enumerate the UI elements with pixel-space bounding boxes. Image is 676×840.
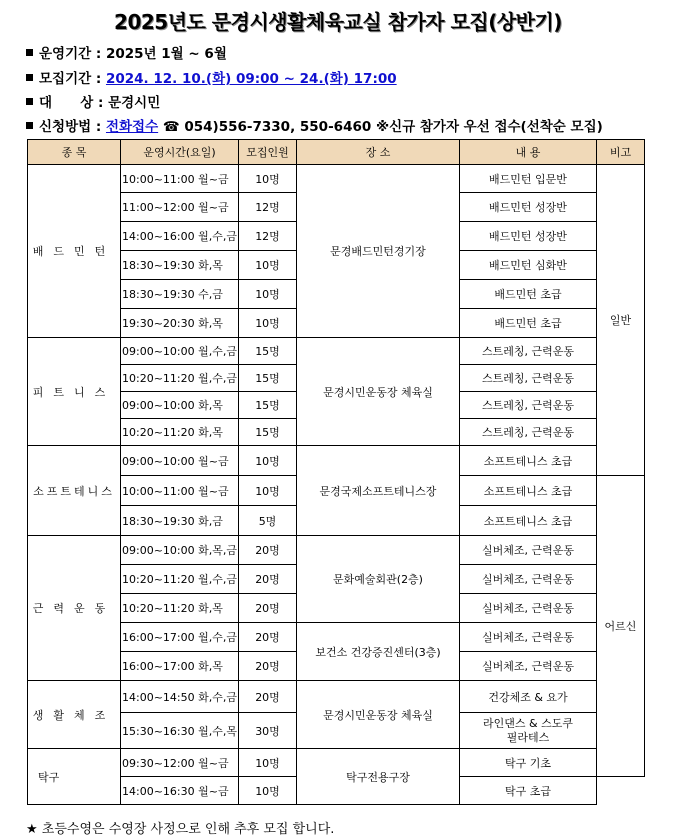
count-cell: 15명: [239, 392, 297, 419]
content-cell: 배드민턴 심화반: [460, 251, 597, 280]
period-value: 2025년 1월 ~ 6월: [105, 46, 227, 62]
header-time: 운영시간(요일): [121, 140, 239, 165]
apply-method: 전화접수: [105, 119, 159, 135]
category-cell: 배드민턴: [28, 165, 121, 338]
category-cell: 탁구: [28, 749, 121, 805]
header-category: 종 목: [28, 140, 121, 165]
table-body: [28, 165, 645, 805]
time-cell: 14:00~14:50 화,수,금: [121, 681, 239, 713]
content-cell: 소프트테니스 초급: [460, 506, 597, 536]
count-cell: 10명: [239, 165, 297, 193]
count-cell: 20명: [239, 681, 297, 713]
content-cell: 배드민턴 성장반: [460, 222, 597, 251]
time-cell: 14:00~16:30 월~금: [121, 777, 239, 805]
count-cell: 12명: [239, 193, 297, 222]
bullet-icon: [26, 49, 33, 56]
venue-cell: 문경시민운동장 체육실: [297, 338, 460, 446]
table-header-row: [28, 140, 645, 165]
content-cell: 배드민턴 성장반: [460, 193, 597, 222]
target-label: 대 상 :: [39, 95, 104, 111]
header-count: 모집인원: [239, 140, 297, 165]
time-cell: 14:00~16:00 월,수,금: [121, 222, 239, 251]
apply-label: 신청방법 :: [39, 119, 102, 135]
count-cell: 20명: [239, 623, 297, 652]
time-cell: 10:20~11:20 화,목: [121, 594, 239, 623]
venue-cell: 문경국제소프트테니스장: [297, 446, 460, 536]
period-label: 운영기간 :: [39, 46, 102, 62]
venue-cell: 문경시민운동장 체육실: [297, 681, 460, 749]
table-row: [28, 338, 645, 365]
apply-phone: ☎ 054)556-7330, 550-6460: [162, 119, 372, 135]
count-cell: 15명: [239, 338, 297, 365]
info-period: [26, 42, 227, 62]
content-cell: 실버체조, 근력운동: [460, 623, 597, 652]
content-cell: 실버체조, 근력운동: [460, 536, 597, 565]
time-cell: 16:00~17:00 화,목: [121, 652, 239, 681]
page-title: 2025년도 문경시생활체육교실 참가자 모집(상반기): [114, 10, 562, 34]
time-cell: 19:30~20:30 화,목: [121, 309, 239, 338]
time-cell: 09:00~10:00 화,목: [121, 392, 239, 419]
time-cell: 09:00~10:00 월,수,금: [121, 338, 239, 365]
count-cell: 20명: [239, 594, 297, 623]
bullet-icon: [26, 98, 33, 105]
content-cell: 스트레칭, 근력운동: [460, 338, 597, 365]
header-venue: 장 소: [297, 140, 460, 165]
info-target: [26, 91, 160, 111]
count-cell: 10명: [239, 777, 297, 805]
table-row: [28, 681, 645, 713]
count-cell: 10명: [239, 446, 297, 476]
content-cell: 소프트테니스 초급: [460, 446, 597, 476]
content-cell: 배드민턴 초급: [460, 309, 597, 338]
time-cell: 10:20~11:20 화,목: [121, 419, 239, 446]
time-cell: 16:00~17:00 월,수,금: [121, 623, 239, 652]
table-row: [28, 536, 645, 565]
bullet-icon: [26, 122, 33, 129]
header-remarks: 비고: [597, 140, 645, 165]
count-cell: 20명: [239, 565, 297, 594]
content-cell: 배드민턴 초급: [460, 280, 597, 309]
footer-note: ★ 초등수영은 수영장 사정으로 인해 추후 모집 합니다.: [26, 822, 335, 837]
count-cell: 15명: [239, 365, 297, 392]
venue-cell: 문경배드민턴경기장: [297, 165, 460, 338]
category-cell: 피트니스: [28, 338, 121, 446]
content-cell: 스트레칭, 근력운동: [460, 365, 597, 392]
count-cell: 10명: [239, 280, 297, 309]
count-cell: 10명: [239, 309, 297, 338]
time-cell: 11:00~12:00 월~금: [121, 193, 239, 222]
info-recruit: [26, 67, 397, 87]
bullet-icon: [26, 74, 33, 81]
remarks-cell: 일반: [597, 165, 645, 476]
content-cell: 실버체조, 근력운동: [460, 652, 597, 681]
header-content: 내 용: [460, 140, 597, 165]
time-cell: 10:00~11:00 월~금: [121, 165, 239, 193]
table-row: [28, 446, 645, 476]
venue-cell: 탁구전용구장: [297, 749, 460, 805]
content-cell: 실버체조, 근력운동: [460, 565, 597, 594]
count-cell: 10명: [239, 251, 297, 280]
schedule-table: [27, 139, 645, 805]
content-cell: 실버체조, 근력운동: [460, 594, 597, 623]
content-cell: 배드민턴 입문반: [460, 165, 597, 193]
category-cell: 생활체조: [28, 681, 121, 749]
count-cell: 20명: [239, 536, 297, 565]
table-row: [28, 165, 645, 193]
time-cell: 09:30~12:00 월~금: [121, 749, 239, 777]
content-cell: 탁구 초급: [460, 777, 597, 805]
count-cell: 15명: [239, 419, 297, 446]
target-value: 문경시민: [108, 95, 161, 111]
content-cell: 라인댄스 & 스도쿠 필라테스: [460, 713, 597, 749]
table-row: [28, 749, 645, 777]
info-apply: [26, 115, 603, 135]
remarks-cell: 어르신: [597, 476, 645, 777]
apply-note: ※신규 참가자 우선 접수(선착순 모집): [375, 119, 603, 135]
time-cell: 18:30~19:30 화,목: [121, 251, 239, 280]
count-cell: 30명: [239, 713, 297, 749]
count-cell: 12명: [239, 222, 297, 251]
content-cell: 탁구 기초: [460, 749, 597, 777]
recruit-value: 2024. 12. 10.(화) 09:00 ~ 24.(화) 17:00: [105, 71, 397, 87]
count-cell: 5명: [239, 506, 297, 536]
count-cell: 10명: [239, 749, 297, 777]
category-cell: 소프트테니스: [28, 446, 121, 536]
count-cell: 10명: [239, 476, 297, 506]
content-cell: 스트레칭, 근력운동: [460, 419, 597, 446]
category-cell: 근력운동: [28, 536, 121, 681]
venue-cell: 보건소 건강증진센터(3층): [297, 623, 460, 681]
time-cell: 18:30~19:30 화,금: [121, 506, 239, 536]
count-cell: 20명: [239, 652, 297, 681]
recruit-label: 모집기간 :: [39, 71, 102, 87]
time-cell: 09:00~10:00 화,목,금: [121, 536, 239, 565]
time-cell: 10:00~11:00 월~금: [121, 476, 239, 506]
time-cell: 10:20~11:20 월,수,금: [121, 565, 239, 594]
content-cell: 스트레칭, 근력운동: [460, 392, 597, 419]
content-cell: 소프트테니스 초급: [460, 476, 597, 506]
time-cell: 10:20~11:20 월,수,금: [121, 365, 239, 392]
content-cell: 건강체조 & 요가: [460, 681, 597, 713]
table-row: [28, 623, 645, 652]
time-cell: 15:30~16:30 월,수,목: [121, 713, 239, 749]
time-cell: 09:00~10:00 월~금: [121, 446, 239, 476]
time-cell: 18:30~19:30 수,금: [121, 280, 239, 309]
venue-cell: 문화예술회관(2층): [297, 536, 460, 623]
